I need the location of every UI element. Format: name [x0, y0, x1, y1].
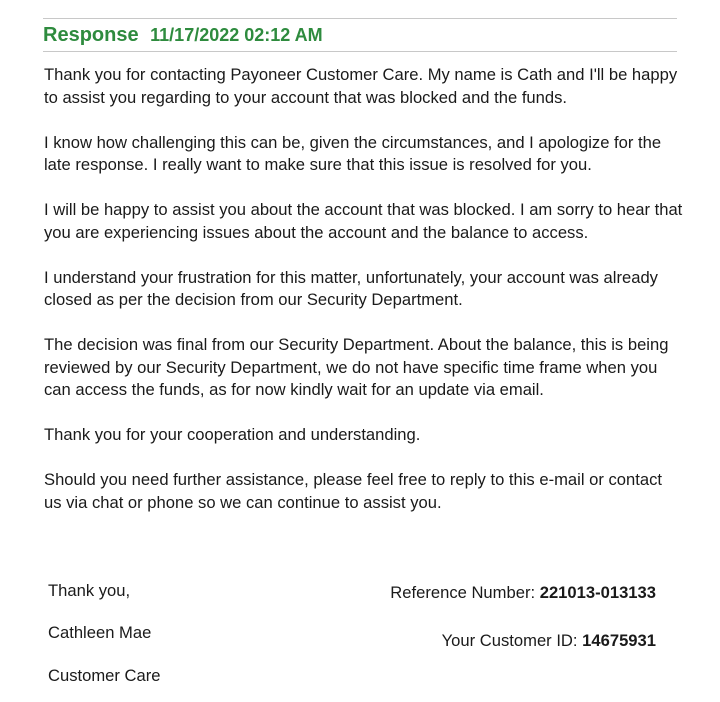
customer-id-label: Your Customer ID:: [441, 631, 578, 650]
customer-id-value: 14675931: [582, 631, 656, 650]
response-title: [43, 24, 323, 47]
response-label: Response: [43, 24, 139, 46]
signature-name: Cathleen Mae: [48, 623, 152, 642]
message-paragraph: I know how challenging this can be, given the circumstances, and I apologize for the late response. I really want to make sure that this issue is resolved for you.: [44, 132, 662, 174]
signature-department: Customer Care: [48, 666, 161, 685]
message-paragraph: I will be happy to assist you about the account that was blocked. I am sorry to hear that you are experiencing issues about the account and the balance to access.: [44, 200, 683, 242]
signature-closing: Thank you,: [48, 581, 131, 600]
message-paragraph: Should you need further assistance, please feel free to reply to this e-mail or contact us via chat or phone so we can continue to assist you.: [44, 470, 662, 512]
reference-number-label: Reference Number:: [390, 583, 536, 602]
message-paragraph: Thank you for your cooperation and understanding.: [44, 425, 421, 444]
message-paragraph: Thank you for contacting Payoneer Customer Care. My name is Cath and I'll be happy to assist you regarding to your account that was blocked and the funds.: [44, 65, 678, 107]
message-body: [44, 64, 684, 537]
message-paragraph: The decision was final from our Security Department. About the balance, this is being reviewed by our Security Department, we do not have specific time frame when you can access the funds, as for now kindly wait for an update via email.: [44, 335, 669, 399]
reference-number: [390, 583, 656, 603]
customer-id: [442, 631, 656, 651]
message-paragraph: I understand your frustration for this matter, unfortunately, your account was already closed as per the decision from our Security Department.: [44, 267, 658, 309]
reference-number-value: 221013-013133: [539, 583, 656, 602]
response-timestamp: 11/17/2022 02:12 AM: [150, 25, 323, 45]
response-header: [43, 18, 677, 52]
